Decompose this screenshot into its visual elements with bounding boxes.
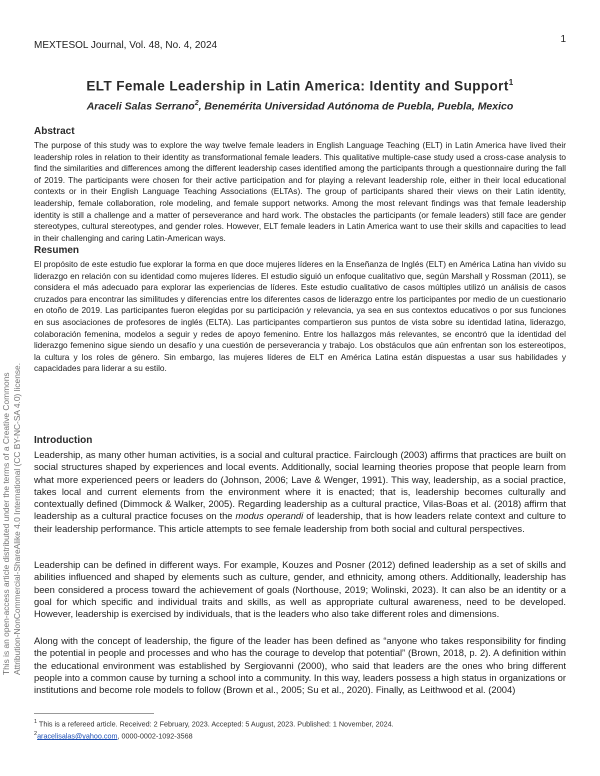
footnote-divider: [34, 713, 154, 714]
page-number: 1: [560, 34, 566, 45]
resumen-text: El propósito de este estudio fue explorar la forma en que doce mujeres líderes en la Enseñanza de Inglés (ELT) en América Latina han vivido su liderazgo en relación con su identidad como mujeres líderes. El estudio siguió un enfoque cualitativo que, según Marshall y Rossman (2011), se considera el más adecuado para explorar las experiencias de líderes. Este estudio cualitativo de casos múltiples utilizó un análisis de casos cruzados para encontrar las similitudes y diferencias entre los diferentes casos de liderazgo entre los participantes por medio de un cuestionario en otoño de 2019. Las participantes fueron elegidas por su participación y relevancia, ya sea en sus contextos educativos o por sus funciones en sus asociaciones de profesores de inglés (ELTA). Las participantes compartieron sus puntos de vista sobre su identidad latina, liderazgo, colaboración femenina, modelos a seguir y redes de apoyo femenino. Entre los hallazgos más relevantes, se encontró que la identidad del liderazgo femenino sigue siendo un desafío y una cuestión de perseverancia y trabajo. Los obstáculos que aún enfrentan son los estereotipos, la cultura y los roles de género. Sin embargo, las mujeres líderes de ELT en América Latina están dispuestas a usar sus habilidades y capacidades para liderar a su estilo.: [34, 259, 566, 374]
footnote-2-mark: 2: [34, 731, 38, 737]
abstract-heading: Abstract: [34, 126, 75, 137]
intro-p1-italic-term: modus operandi: [235, 510, 304, 522]
license-line-1: This is an open-access article distributed under the terms of a Creative Commons: [1, 372, 11, 675]
author-orcid: , 0000-0002-1092-3568: [117, 731, 193, 741]
footnote-1-text: This is a refereed article. Received: 2 February, 2023. Accepted: 5 August, 2023. Published: 1 November, 2024.: [37, 719, 394, 729]
license-sidebar: [1, 315, 23, 675]
intro-p1-end: of leadership, that is how leaders relate context and culture to their leadership performance. This article attempts to see female leadership from both social and cultural perspectives.: [34, 510, 567, 534]
author-line: [34, 100, 566, 113]
author-footnote-mark[interactable]: 2: [194, 100, 199, 107]
introduction-paragraph-2: Leadership can be defined in different ways. For example, Kouzes and Posner (2012) defined leadership as a set of skills and abilities influenced and shaped by elements such as culture, gender, and ethnicity, among others. Additionally, leadership has been considered a process toward the achievement of goals (Northouse, 2019; Wolinski, 2023). It can also be an identity or a goal for which specific and individual traits and skills, as well as appropriate cultural awareness, need to be developed. However, leadership is exercised by individuals, that is the leaders who also take different roles and dimensions.: [34, 559, 566, 620]
resumen-heading: Resumen: [34, 245, 80, 256]
introduction-paragraph-3: Along with the concept of leadership, the figure of the leader has been defined as “anyone who takes responsibility for finding the potential in people and processes and who has the courage to develop that potential” (Brown, 2018, p. 2). A definition within the educational environment was established by Sergiovanni (2000), who said that leaders are the ones who bring different people into a common cause by turning a school into a community. In this way, leaders possess a high status in organizations or institutions and become role models to follow (Brown et al., 2005; Su et al., 2020). Finally, as Leithwood et al. (2004): [34, 635, 566, 696]
journal-header: MEXTESOL Journal, Vol. 48, No. 4, 2024: [34, 40, 218, 51]
title-text: ELT Female Leadership in Latin America: Identity and Support: [86, 78, 509, 94]
title-footnote-mark[interactable]: 1: [508, 78, 514, 87]
abstract-text: The purpose of this study was to explore the way twelve female leaders in English Language Teaching (ELT) in Latin America have lived their leadership roles in relation to their identity as transformational female leaders. This qualitative multiple-case study used a cross-case analysis to find the similarities and differences among the different leadership cases identified among the participants through a questionnaire during the fall of 2019. The participants were chosen for their active participation and for playing a relevant leadership role, either in their local educational contexts or in their English Language Teaching Associations (ELTAs). The group of participants shared their views on their Latin identity, leadership, female collaboration, role modeling, and female support networks. Among the most relevant findings was that female leadership identity is still a challenge and a matter of perseverance and hard work. The obstacles the participants (or female leaders) still face are gender stereotypes, cultural stereotypes, and gender roles. However, ELT female leaders in Latin America want to use their skills and capacities to lead in their challenging and caring Latin-American ways.: [34, 140, 566, 243]
introduction-paragraph-1: [34, 449, 566, 535]
author-name: Araceli Salas Serrano: [86, 100, 195, 113]
introduction-heading: Introduction: [34, 435, 93, 446]
author-affiliation: , Benemérita Universidad Autónoma de Puebla, Puebla, Mexico: [198, 100, 514, 113]
license-line-2: Attribution-NonCommercial-ShareAlike 4.0 International (CC BY-NC-SA 4.0) license.: [12, 362, 22, 675]
author-email-link[interactable]: aracelisalas@yahoo.com: [37, 731, 118, 741]
intro-p1-start: Leadership, as many other human activities, is a social and cultural practice. Fairclough (2003) affirms that practices are built on social structures shaped by experiences and local events. Additionally, social learning theories propose that people learn from what more experienced peers or leaders do (Johnson, 2006; Lave & Wenger, 1991). This way, leadership, as a social practice, takes local and current elements from the environment where it is enacted; that is, leadership becomes culturally and contextually defined (Dimmock & Walker, 2005). Regarding leadership as a cultural practice, Vilas-Boas et al. (2018) affirm that leadership as a cultural practice focuses on the: [34, 449, 566, 522]
footnote-1: [34, 719, 394, 728]
article-title: [34, 78, 566, 94]
footnote-2: [34, 731, 193, 740]
footnote-1-mark: 1: [34, 719, 38, 725]
